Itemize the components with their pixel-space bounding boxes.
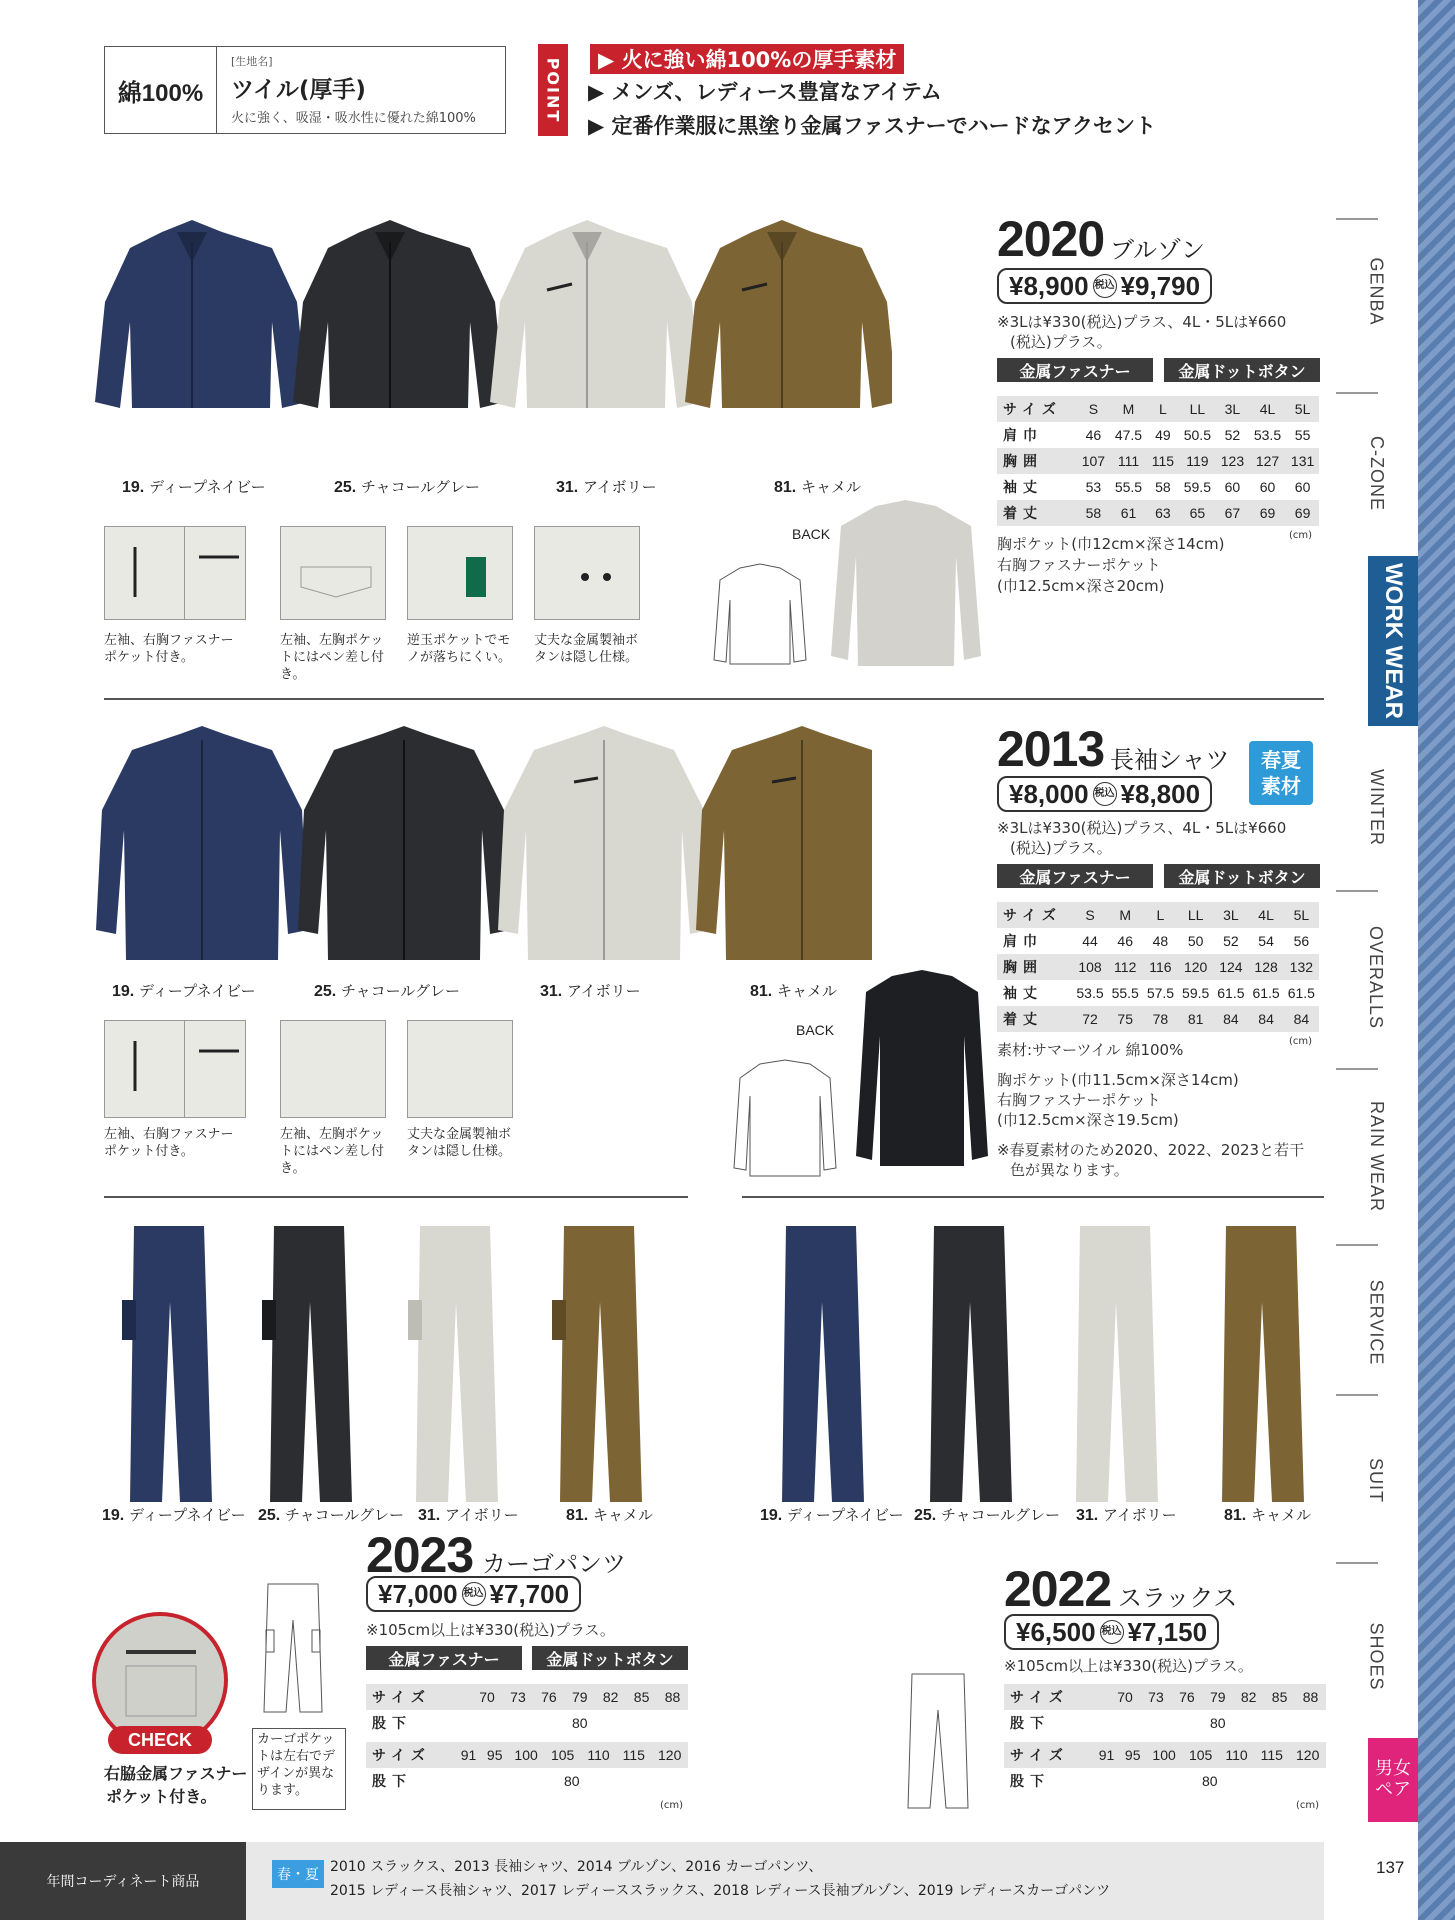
- price-2023: ¥7,000: [378, 1578, 458, 1609]
- detail-photo-2020-pen: [280, 526, 386, 620]
- price-2022: ¥6,500: [1016, 1616, 1096, 1647]
- note-2013-3: ※春夏素材のため2020、2022、2023と若干: [997, 1141, 1305, 1159]
- footer-line-2: 2015 レディース長袖シャツ、2017 レディーススラックス、2018 レディース長袖ブルゾン、2019 レディースカーゴパンツ: [330, 1883, 1111, 1899]
- blouson-back-sketch: [710, 560, 810, 670]
- detail-caption-2020-4: 丈夫な金属製袖ボタンは隠し仕様。: [534, 633, 639, 665]
- blouson-charcoal: [293, 220, 505, 408]
- detail-photo-2020-chest: [184, 526, 246, 620]
- caption-2013-charcoal: 25. チャコールグレー: [314, 982, 460, 1000]
- nav-item-overalls[interactable]: OVERALLS: [1366, 925, 1387, 1029]
- price-2013: ¥8,000: [1009, 778, 1089, 809]
- tax-mark: 税込: [462, 1582, 486, 1606]
- fabric-desc: 火に強く、吸湿・吸水性に優れた綿100%: [231, 111, 476, 126]
- note-2013-2: (税込)プラス。: [1010, 839, 1112, 857]
- detail-caption-2013-1: 左袖、右胸ファスナーポケット付き。: [104, 1127, 234, 1159]
- badge-metal-zipper-2020: 金属ファスナー: [997, 358, 1153, 382]
- caption-2023-ivory: 31. アイボリー: [418, 1506, 519, 1524]
- pair-label-2: ペア: [1375, 1779, 1411, 1800]
- blouson-photos: [92, 212, 892, 472]
- nav-divider: [1336, 1068, 1378, 1070]
- season-badge: 春・夏: [272, 1860, 324, 1888]
- fabric-box: [104, 46, 506, 134]
- cotton-label: 綿100%: [105, 47, 217, 133]
- shirt-camel: [696, 726, 872, 960]
- detail-caption-2020-3: 逆玉ポケットでモノが落ちにくい。: [407, 633, 512, 665]
- spring-summer-badge: [1249, 741, 1313, 805]
- badge-metal-button-2013: 金属ドットボタン: [1164, 864, 1320, 888]
- pocket-2020-3: (巾12.5cm×深さ20cm): [997, 577, 1165, 595]
- cargo-ivory: [408, 1226, 498, 1502]
- caption-2022-ivory: 31. アイボリー: [1076, 1506, 1177, 1524]
- product-number-2022: 2022: [1004, 1561, 1112, 1617]
- nav-divider: [1336, 1244, 1378, 1246]
- price-box-2020: [997, 268, 1212, 304]
- shirt-photos: [92, 720, 872, 976]
- nav-item-shoes[interactable]: SHOES: [1366, 1621, 1387, 1691]
- detail-caption-2020-1: 左袖、右胸ファスナーポケット付き。: [104, 633, 234, 665]
- size-table-2022-a: サイズ 70 73 76 79 82 85 88 股下 80: [1004, 1684, 1326, 1736]
- detail-photo-2020-pocket: [407, 526, 513, 620]
- size-table-2020: サイズ S M L LL 3L 4L 5L 肩巾 46 47.5 49 50.5 52 53.5 55 胸囲 107 111 115 119 123 127 131 袖丈 53 55.5 58 59.5 60 60 60 着丈 58 61 63 65 67 69 69: [997, 396, 1319, 526]
- caption-2020-ivory: 31. アイボリー: [556, 478, 657, 496]
- section-divider-right: [742, 1196, 1324, 1198]
- pair-label-1: 男女: [1375, 1758, 1411, 1780]
- nav-pair-badge[interactable]: [1368, 1738, 1418, 1822]
- slacks-sketch: [906, 1670, 970, 1812]
- sidebar-stripe: [1418, 0, 1455, 1920]
- check-label: CHECK: [108, 1726, 212, 1754]
- badge-metal-button-2020: 金属ドットボタン: [1164, 358, 1320, 382]
- cargo-camel: [552, 1226, 642, 1502]
- badge-metal-button-2023: 金属ドットボタン: [532, 1646, 688, 1670]
- blouson-camel: [685, 220, 892, 408]
- nav-item-genba[interactable]: GENBA: [1366, 256, 1387, 326]
- cargo-navy: [122, 1226, 212, 1502]
- unit-2013: (cm): [1289, 1036, 1313, 1047]
- cargo-sketch: [262, 1580, 324, 1716]
- shirt-ivory: [498, 726, 710, 960]
- check-caption: [104, 1762, 247, 1808]
- tax-mark: 税込: [1093, 274, 1117, 298]
- badge-metal-zipper-2023: 金属ファスナー: [366, 1646, 522, 1670]
- unit-2020: (cm): [1289, 530, 1313, 541]
- caption-2020-charcoal: 25. チャコールグレー: [334, 478, 480, 496]
- slacks-camel: [1222, 1226, 1304, 1502]
- caption-2022-charcoal: 25. チャコールグレー: [914, 1506, 1060, 1524]
- product-name-2023: カーゴパンツ: [482, 1550, 626, 1578]
- caption-2013-navy: 19. ディープネイビー: [112, 982, 256, 1000]
- footer-label: 年間コーディネート商品: [0, 1842, 246, 1920]
- size-table-2013: サイズ S M L LL 3L 4L 5L 肩巾 44 46 48 50 52 54 56 胸囲 108 112 116 120 124 128 132 袖丈 53.5 55.5 57.5 59.5 61.5 61.5 61.5 着丈 72 75 78 81 84 84 84: [997, 902, 1319, 1032]
- badge-metal-zipper-2013: 金属ファスナー: [997, 864, 1153, 888]
- size-table-2023-b: サイズ 91 95 100 105 110 115 120 股下 80: [366, 1742, 688, 1794]
- product-number-2023: 2023: [366, 1527, 474, 1583]
- nav-divider: [1336, 218, 1378, 220]
- material-2013: 素材:サマーツイル 綿100%: [997, 1041, 1184, 1059]
- nav-item-service[interactable]: SERVICE: [1366, 1279, 1387, 1365]
- price-tax-2013: ¥8,800: [1120, 778, 1201, 809]
- point-tag: POINT: [538, 44, 568, 136]
- point-line-1: ▶ 火に強い綿100%の厚手素材: [590, 44, 904, 74]
- shirt-back-photo: [852, 966, 992, 1176]
- price-tax-2023: ¥7,700: [489, 1578, 570, 1609]
- nav-item-suit[interactable]: SUIT: [1366, 1457, 1387, 1503]
- tax-mark: 税込: [1093, 782, 1117, 806]
- note-2013-1: ※3Lは¥330(税込)プラス、4L・5Lは¥660: [997, 819, 1287, 837]
- product-name-2022: スラックス: [1118, 1584, 1238, 1612]
- nav-item-rain-wear[interactable]: RAIN WEAR: [1366, 1100, 1387, 1212]
- fabric-tag: [生地名]: [231, 55, 273, 68]
- detail-photo-2013-pen: [280, 1020, 386, 1118]
- slacks-navy: [782, 1226, 864, 1502]
- caption-2022-camel: 81. キャメル: [1224, 1506, 1312, 1524]
- product-number-2013: 2013: [997, 721, 1105, 777]
- price-tax-2020: ¥9,790: [1120, 270, 1201, 301]
- detail-caption-2013-2: 左袖、左胸ポケットにはペン差し付き。: [280, 1127, 385, 1176]
- shirt-navy: [96, 726, 308, 960]
- section-divider-left: [104, 1196, 688, 1198]
- detail-photo-2020-cuff: [534, 526, 640, 620]
- section-divider: [104, 698, 1324, 700]
- nav-item-winter[interactable]: WINTER: [1366, 768, 1387, 846]
- price-box-2022: [1004, 1614, 1219, 1650]
- size-table-2022-b: サイズ 91 95 100 105 110 115 120 股下 80: [1004, 1742, 1326, 1794]
- size-table-2023-a: サイズ 70 73 76 79 82 85 88 股下 80: [366, 1684, 688, 1736]
- shirt-back-sketch: [730, 1056, 840, 1180]
- pants-photos: [104, 1222, 1334, 1508]
- caption-2013-ivory: 31. アイボリー: [540, 982, 641, 1000]
- note-2023: ※105cm以上は¥330(税込)プラス。: [366, 1621, 615, 1639]
- cargo-charcoal: [262, 1226, 352, 1502]
- caption-2020-navy: 19. ディープネイビー: [122, 478, 266, 496]
- check-caption-line-1: 右脇金属ファスナー: [104, 1764, 248, 1783]
- pocket-2020-1: 胸ポケット(巾12cm×深さ14cm): [997, 535, 1225, 553]
- caption-2022-navy: 19. ディープネイビー: [760, 1506, 904, 1524]
- pocket-2013-1: 胸ポケット(巾11.5cm×深さ14cm): [997, 1071, 1239, 1089]
- point-line-3: ▶ 定番作業服に黒塗り金属ファスナーでハードなアクセント: [588, 114, 1156, 138]
- caption-2023-navy: 19. ディープネイビー: [102, 1506, 246, 1524]
- caption-2020-camel: 81. キャメル: [774, 478, 862, 496]
- footer-line-1: 2010 スラックス、2013 長袖シャツ、2014 ブルゾン、2016 カーゴパンツ、: [330, 1859, 823, 1875]
- fabric-name: ツイル(厚手): [231, 77, 366, 103]
- cargo-sketch-note: カーゴポケットは左右でデザインが異なります。: [252, 1728, 346, 1810]
- check-caption-line-2: ポケット付き。: [106, 1787, 217, 1806]
- nav-divider: [1336, 392, 1378, 394]
- product-name-2013: 長袖シャツ: [1110, 746, 1230, 774]
- caption-2023-camel: 81. キャメル: [566, 1506, 654, 1524]
- page-number: 137: [1376, 1858, 1405, 1877]
- nav-item-c-zone[interactable]: C-ZONE: [1366, 435, 1387, 511]
- price-box-2023: [366, 1576, 581, 1612]
- pocket-2013-2: 右胸ファスナーポケット: [997, 1091, 1161, 1109]
- nav-divider: [1336, 890, 1378, 892]
- shirt-charcoal: [298, 726, 510, 960]
- price-tax-2022: ¥7,150: [1127, 1616, 1208, 1647]
- blouson-back-photo: [826, 496, 986, 672]
- nav-item-work-wear[interactable]: WORK WEAR: [1368, 556, 1418, 726]
- nav-divider: [1336, 1394, 1378, 1396]
- note-2020-1: ※3Lは¥330(税込)プラス、4L・5Lは¥660: [997, 313, 1287, 331]
- detail-photo-2013-cuff: [407, 1020, 513, 1118]
- blouson-navy: [95, 220, 307, 408]
- tax-mark: 税込: [1100, 1620, 1124, 1644]
- unit-2023: (cm): [660, 1800, 684, 1811]
- pocket-2020-2: 右胸ファスナーポケット: [997, 556, 1161, 574]
- spring-badge-line-2: 素材: [1261, 774, 1301, 798]
- detail-caption-2013-3: 丈夫な金属製袖ボタンは隠し仕様。: [407, 1127, 512, 1159]
- back-label-2013: BACK: [796, 1022, 835, 1038]
- caption-2023-charcoal: 25. チャコールグレー: [258, 1506, 404, 1524]
- product-name-2020: ブルゾン: [1110, 236, 1206, 264]
- unit-2022: (cm): [1296, 1800, 1320, 1811]
- note-2013-4: 色が異なります。: [1010, 1161, 1129, 1179]
- point-line-2: ▶ メンズ、レディース豊富なアイテム: [588, 80, 942, 104]
- blouson-ivory: [490, 220, 702, 408]
- product-number-2020: 2020: [997, 211, 1105, 267]
- note-2020-2: (税込)プラス。: [1010, 333, 1112, 351]
- nav-divider: [1336, 1562, 1378, 1564]
- detail-photo-2013-chest: [184, 1020, 246, 1118]
- slacks-ivory: [1076, 1226, 1158, 1502]
- back-label-2020: BACK: [792, 526, 831, 542]
- price-box-2013: [997, 776, 1212, 812]
- detail-caption-2020-2: 左袖、左胸ポケットにはペン差し付き。: [280, 633, 385, 682]
- price-2020: ¥8,900: [1009, 270, 1089, 301]
- spring-badge-line-1: 春夏: [1261, 748, 1301, 772]
- pocket-2013-3: (巾12.5cm×深さ19.5cm): [997, 1111, 1179, 1129]
- caption-2013-camel: 81. キャメル: [750, 982, 838, 1000]
- slacks-charcoal: [930, 1226, 1012, 1502]
- note-2022: ※105cm以上は¥330(税込)プラス。: [1004, 1657, 1253, 1675]
